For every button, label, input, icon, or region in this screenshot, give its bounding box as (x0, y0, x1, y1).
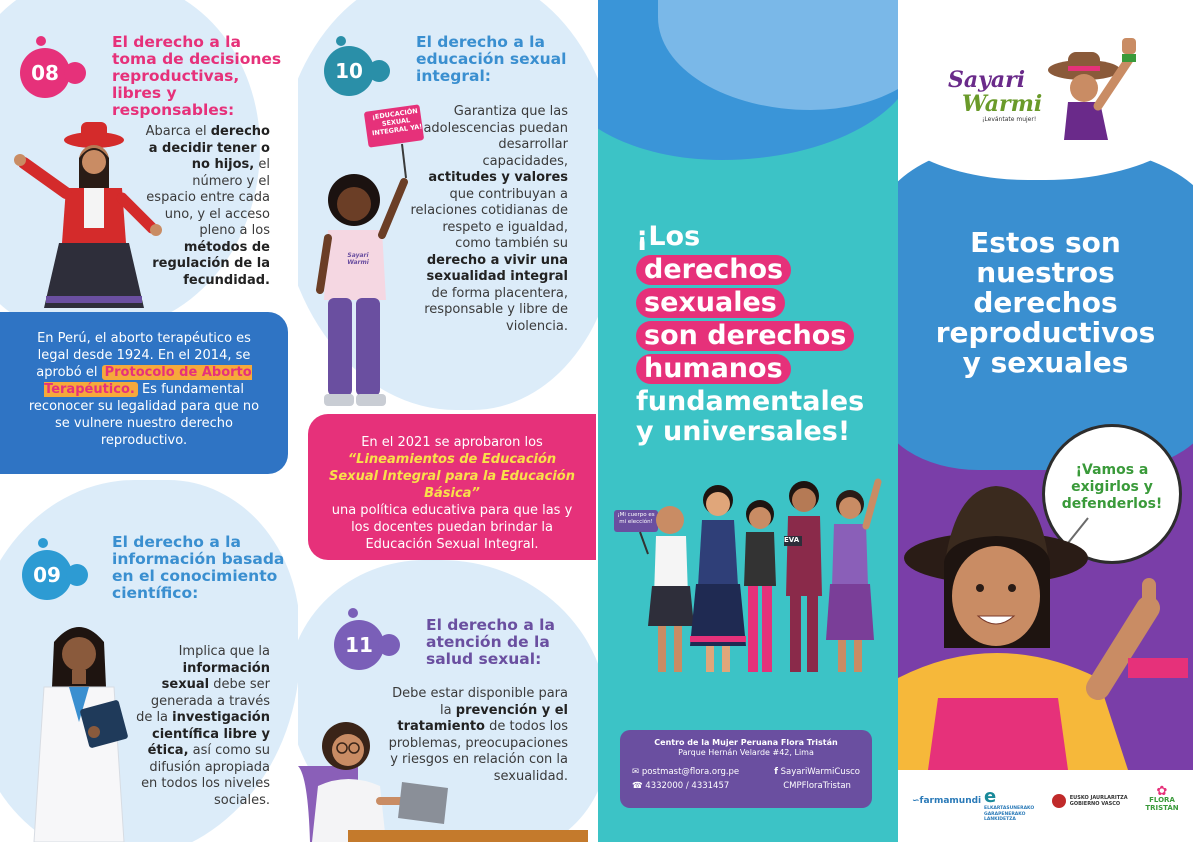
box-highlight: Protocolo de Aborto Terapéutico. (44, 365, 252, 397)
contact-facebook[interactable]: SayariWarmiCusco (780, 767, 860, 777)
badge-dot (36, 36, 46, 46)
title-line: El derecho a la (416, 33, 545, 51)
badge-tail (378, 634, 400, 656)
email-icon: ✉ (632, 767, 640, 777)
badge-10: 10 (324, 46, 374, 96)
farmamundi-logo-icon: ∽ (912, 796, 920, 806)
sponsor-elankidetza (984, 788, 1044, 823)
title-line: integral: (416, 67, 491, 85)
title-right-08 (112, 34, 292, 119)
body-right-09 (132, 644, 270, 809)
slogan-line: humanos (636, 354, 791, 384)
woman-figure (690, 485, 746, 672)
text-run: que contribuyan a relaciones cotidianas de respeto e igualdad, como también su (410, 186, 568, 251)
apron-text: EVA (784, 536, 800, 544)
panel-rights-10-11 (298, 0, 598, 842)
text-run-bold: actitudes y valores (428, 170, 568, 185)
badge-dot (38, 538, 48, 548)
text-run-bold: información sexual (161, 660, 270, 692)
text-run-bold: investigación científica libre y ética, (147, 710, 270, 758)
facebook-icon: f (774, 767, 778, 777)
text-run: de todos los problemas, preocupaciones y riesgos en relación con la sexualidad. (388, 719, 568, 784)
slogan-line: sexuales (636, 288, 785, 318)
scientist-woman-illustration (24, 612, 144, 842)
contact-twitter[interactable]: CMPFloraTristan (783, 781, 851, 791)
contact-email[interactable]: postmast@flora.org.pe (641, 767, 740, 777)
text-run: Abarca el (145, 124, 211, 139)
badge-09: 09 (22, 550, 72, 600)
text-run: de forma placentera, responsable y libre de violencia. (424, 285, 568, 334)
slogan-line: y universales! (636, 416, 851, 447)
badge-08: 08 (20, 48, 70, 98)
contact-phone: 4332000 / 4331457 (645, 781, 730, 791)
badge-tail (66, 564, 88, 586)
title-line: El derecho a la (112, 533, 241, 551)
sponsors-bar (898, 770, 1193, 842)
logo-woman-fist-illustration (1038, 30, 1148, 140)
woman-figure (784, 481, 822, 672)
panel-slogan (598, 0, 898, 842)
woman-figure (826, 482, 878, 672)
text-run-bold: prevención y el tratamiento (397, 702, 568, 734)
box-text: Es fundamental reconocer su legalidad para que no se vulnere nuestro derecho reproductivo. (28, 382, 260, 448)
logo-tagline: ¡Levántate mujer! (982, 116, 1037, 123)
text-run-bold: métodos de regulación de la fecundidad. (152, 239, 270, 288)
facebook-row[interactable] (774, 767, 860, 777)
badge-tail (64, 62, 86, 84)
woman-with-laptop-illustration (298, 706, 588, 842)
bubble-line: ¡Vamos a (1075, 462, 1149, 478)
box-highlight: “Lineamientos de Educación Sexual Integral para la Educación Básica” (329, 452, 575, 501)
sponsor-name: farmamundi (919, 796, 982, 806)
title-line: Estos son (970, 226, 1121, 259)
title-line: toma de decisiones (112, 50, 282, 68)
text-run: así como su difusión apropiada en todos los niveles sociales. (141, 743, 270, 808)
badge-11: 11 (334, 620, 384, 670)
text-run: Implica que la (178, 644, 270, 659)
twitter-row[interactable] (774, 781, 860, 791)
logo-line: Sayari (948, 67, 1026, 93)
title-line: El derecho a la (426, 616, 555, 634)
title-line: educación sexual (416, 50, 567, 68)
flora-tristan-logo-icon: ✿ (1156, 784, 1168, 799)
protest-sign-text: ¡EDUCACIÓN SEXUAL INTEGRAL YA! (371, 106, 423, 138)
girl-with-hat-illustration (898, 478, 1193, 770)
title-line: reproductivos (935, 316, 1156, 349)
slogan-line: derechos (636, 255, 791, 285)
badge-dot (348, 608, 358, 618)
box-text: En el 2021 se aprobaron los (361, 435, 543, 450)
slogan-line: ¡Los (636, 221, 701, 252)
text-run: debe ser generada a través de la (136, 677, 270, 725)
contact-box (620, 730, 872, 808)
title-line: y sexuales (962, 346, 1129, 379)
panel-cover (898, 0, 1193, 842)
slogan-line: son derechos (636, 321, 854, 351)
body-right-08 (140, 124, 270, 289)
shirt-logo-text: Sayari Warmi (347, 252, 369, 266)
sponsor-name: FLORA TRISTÁN (1145, 796, 1179, 812)
text-run: el número y el espacio entre cada uno, y el acceso pleno a los (146, 157, 270, 238)
badge-dot (336, 36, 346, 46)
title-line: derechos (973, 286, 1118, 319)
cover-title (908, 228, 1183, 378)
logo-line: Warmi (962, 91, 1043, 117)
title-line: científico: (112, 584, 199, 602)
sponsor-name: EUSKO JAURLARITZA GOBIERNO VASCO (1069, 795, 1128, 807)
sponsor-flora-tristan (1138, 784, 1186, 812)
protest-sign-text: ¡Mi cuerpo es mi elección! (617, 512, 655, 525)
elankidetza-logo-icon: e (984, 786, 997, 807)
title-line: en el conocimiento (112, 567, 278, 585)
body-right-10 (410, 104, 568, 335)
contact-address: Parque Hernán Velarde #42, Lima (678, 748, 814, 757)
title-line: nuestros (976, 256, 1115, 289)
phone-icon: ☎ (632, 781, 643, 791)
coat-of-arms-icon (1052, 794, 1066, 808)
bubble-line: defenderlos! (1061, 496, 1163, 512)
box-text: En Perú, el aborto terapéutico es legal desde 1924. En el 2014, se aprobó el (36, 331, 251, 380)
panel-rights-08-09 (0, 0, 298, 842)
badge-tail (368, 60, 390, 82)
text-run: Garantiza que las adolescencias puedan desarrollar capacidades, (423, 104, 568, 169)
text-run-bold: derecho a decidir tener o no hijos, (148, 124, 270, 172)
title-line: información basada (112, 550, 285, 568)
text-run-bold: derecho a vivir una sexualidad integral (426, 252, 568, 284)
sponsor-farmamundi (912, 796, 981, 806)
info-box-esi-guidelines (308, 414, 596, 560)
title-line: reproductivas, (112, 67, 240, 85)
contact-org: Centro de la Mujer Peruana Flora Tristán (654, 738, 838, 747)
title-right-11 (426, 617, 596, 668)
phone-row (632, 781, 739, 791)
woman-figure (744, 500, 776, 672)
box-text: una política educativa para que las y los docentes puedan brindar la Educación Sexual Integral. (331, 503, 573, 552)
sponsor-name: ELKARTASUNERAKO GARAPENERAKO LANKIDETZA (984, 806, 1035, 822)
title-right-09 (112, 534, 292, 602)
slogan (636, 222, 896, 447)
title-line: salud sexual: (426, 650, 542, 668)
title-line: libres y responsables: (112, 84, 235, 119)
text-run: Debe estar disponible para la (392, 686, 568, 718)
title-line: atención de la (426, 633, 550, 651)
title-line: El derecho a la (112, 33, 241, 51)
bubble-line: exigirlos y (1071, 479, 1153, 495)
group-of-women-illustration (608, 476, 888, 686)
email-row[interactable] (632, 767, 739, 777)
info-box-peru-abortion (0, 312, 288, 474)
sponsor-gobierno-vasco (1052, 794, 1132, 808)
slogan-line: fundamentales (636, 386, 865, 417)
title-right-10 (416, 34, 596, 85)
